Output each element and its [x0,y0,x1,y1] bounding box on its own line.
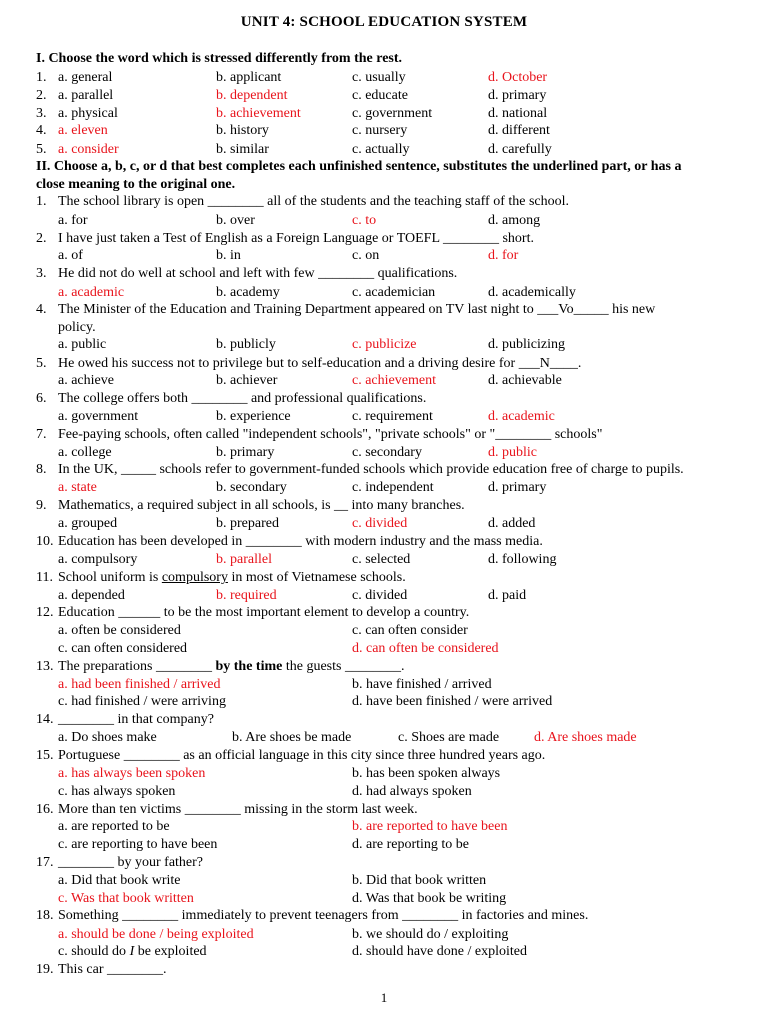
question-5 [0,355,768,373]
q12-options-row2 [0,640,768,658]
option-a: a. public [58,337,107,352]
option-c: c. can often considered [58,641,188,656]
option-b: b. primary [216,445,275,460]
option-a: a. parallel [58,88,114,103]
page-title: UNIT 4: SCHOOL EDUCATION SYSTEM [240,14,528,30]
option-b: b. in [216,248,241,263]
q2-options [0,247,768,265]
item-number: 5. [36,142,47,157]
question-text: This car ________. [58,962,167,977]
option-d: d. are reporting to be [352,837,470,852]
option-c: c. on [352,248,380,263]
option-b: b. has been spoken always [352,766,501,781]
question-text: The college offers both ________ and professional qualifications. [58,391,427,406]
italic-letter: I [129,944,135,959]
option-b-answer: b. are reported to have been [352,819,508,834]
q13-options-row1 [0,676,768,694]
s1-row-4 [0,122,768,140]
question-text-pre: The preparations ________ [58,659,216,674]
question-11 [0,569,768,587]
question-6 [0,390,768,408]
option-b: b. we should do / exploiting [352,927,509,942]
question-text: Education has been developed in ________ with modern industry and the mass media. [58,534,543,549]
item-number: 6. [36,391,47,406]
q18-options-row2 [0,943,768,961]
item-number: 4. [36,123,47,138]
option-b: b. applicant [216,70,282,85]
question-text: ________ in that company? [58,712,214,727]
question-text: The school library is open ________ all of the students and the teaching staff of the school. [58,194,570,209]
item-number: 10. [36,534,54,549]
q12-options-row1 [0,622,768,640]
s1-row-2 [0,87,768,105]
option-a: a. for [58,213,88,228]
option-a: a. compulsory [58,552,138,567]
option-b: b. achiever [216,373,278,388]
question-8 [0,461,768,479]
option-c: c. usually [352,70,406,85]
section-1-heading: I. Choose the word which is stressed differently from the rest. [36,51,403,66]
option-c-post: be exploited [134,944,207,959]
option-c: c. educate [352,88,408,103]
option-c: c. actually [352,142,410,157]
option-a: a. often be considered [58,623,181,638]
option-a: a. Did that book write [58,873,181,888]
option-b: c. can often consider [352,623,468,638]
item-number: 13. [36,659,54,674]
option-a: a. of [58,248,83,263]
option-c-answer: c. divided [352,516,408,531]
option-b-answer: b. parallel [216,552,272,567]
option-a-answer: a. eleven [58,123,108,138]
bold-phrase: by the time [215,659,283,674]
item-number: 3. [36,106,47,121]
option-b: b. over [216,213,255,228]
option-c: c. secondary [352,445,422,460]
option-d: d. publicizing [488,337,565,352]
option-b: b. experience [216,409,291,424]
option-d: d. had always spoken [352,784,472,799]
question-text: Fee-paying schools, often called "independent schools", "private schools" or "________ schools" [58,427,603,442]
option-b: b. history [216,123,269,138]
item-number: 2. [36,231,47,246]
item-number: 12. [36,605,54,620]
option-d: d. paid [488,588,527,603]
question-13 [0,658,768,676]
q3-options [0,284,768,302]
question-text: Mathematics, a required subject in all schools, is __ into many branches. [58,498,465,513]
question-7 [0,426,768,444]
s1-row-5 [0,141,768,159]
option-a-answer: a. state [58,480,97,495]
question-text: ________ by your father? [58,855,204,870]
option-a-answer: a. had been finished / arrived [58,677,221,692]
q15-options-row1 [0,765,768,783]
option-a: a. achieve [58,373,114,388]
option-a: a. general [58,70,113,85]
question-text: Portuguese ________ as an official language in this city since three hundred years ago. [58,748,546,763]
question-text: In the UK, _____ schools refer to government-funded schools which provide education free of charge to pupils. [58,462,684,477]
option-b: b. secondary [216,480,287,495]
option-a: a. Do shoes make [58,730,157,745]
question-15 [0,747,768,765]
item-number: 11. [36,570,53,585]
option-a: a. physical [58,106,118,121]
section-2-heading-cont: close meaning to the original one. [36,177,236,192]
question-18 [0,907,768,925]
option-a-answer: a. consider [58,142,119,157]
option-d: d. primary [488,480,547,495]
option-c-answer: c. Was that book written [58,891,194,906]
q8-options [0,479,768,497]
option-c: c. divided [352,588,408,603]
item-number: 1. [36,194,47,209]
option-c: c. nursery [352,123,408,138]
option-a-answer: a. academic [58,285,125,300]
option-c: c. has always spoken [58,784,176,799]
q7-options [0,444,768,462]
q10-options [0,551,768,569]
option-c: c. government [352,106,433,121]
option-d: d. following [488,552,557,567]
option-c-pre: c. should do [58,944,130,959]
question-4-cont [0,319,768,337]
question-14 [0,711,768,729]
question-text-pre: School uniform is [58,570,162,585]
option-c: c. independent [352,480,434,495]
q1-options [0,212,768,230]
question-2 [0,230,768,248]
option-d: d. have been finished / were arrived [352,694,553,709]
option-a: a. are reported to be [58,819,170,834]
item-number: 5. [36,356,47,371]
option-a-answer: a. should be done / being exploited [58,927,254,942]
underlined-word: compulsory [161,570,228,585]
option-a: a. college [58,445,112,460]
option-c-answer: c. publicize [352,337,417,352]
question-12 [0,604,768,622]
question-text-cont: policy. [58,320,96,335]
option-d-answer: d. academic [488,409,555,424]
option-d-answer: d. public [488,445,537,460]
q15-options-row2 [0,783,768,801]
option-d: d. achievable [488,373,562,388]
option-b: b. Are shoes be made [232,730,352,745]
q17-options-row1 [0,872,768,890]
q14-options [0,729,768,747]
item-number: 19. [36,962,54,977]
option-d: d. carefully [488,142,552,157]
option-d: d. different [488,123,550,138]
page-number: 1 [380,990,388,1005]
option-d: d. primary [488,88,547,103]
item-number: 18. [36,908,54,923]
option-b: b. academy [216,285,280,300]
option-c: c. requirement [352,409,433,424]
question-text: He owed his success not to privilege but to self-education and a driving desire for ___N____. [58,356,582,371]
q16-options-row2 [0,836,768,854]
item-number: 2. [36,88,47,103]
question-9 [0,497,768,515]
q16-options-row1 [0,818,768,836]
question-17 [0,854,768,872]
option-c [58,943,207,961]
s1-row-3 [0,105,768,123]
option-a: a. depended [58,588,125,603]
option-b-answer: b. dependent [216,88,288,103]
option-d: d. should have done / exploited [352,944,527,959]
option-a: a. grouped [58,516,118,531]
option-b: b. publicly [216,337,276,352]
option-c: c. had finished / were arriving [58,694,226,709]
option-b: b. have finished / arrived [352,677,492,692]
q18-options-row1 [0,926,768,944]
option-b-answer: b. required [216,588,277,603]
option-d-answer: d. for [488,248,519,263]
question-text [58,658,404,676]
option-d: d. academically [488,285,576,300]
question-16 [0,801,768,819]
question-text-post: in most of Vietnamese schools. [227,570,406,585]
question-10 [0,533,768,551]
item-number: 4. [36,302,47,317]
item-number: 14. [36,712,54,727]
q4-options [0,336,768,354]
question-text-post: the guests ________. [282,659,405,674]
section-2-heading: II. Choose a, b, c, or d that best completes each unfinished sentence, substitutes the underlined part, or has a [36,159,682,174]
item-number: 17. [36,855,54,870]
item-number: 9. [36,498,47,513]
q11-options [0,587,768,605]
option-c: c. academician [352,285,436,300]
option-c: c. Shoes are made [398,730,500,745]
question-text: He did not do well at school and left with few ________ qualifications. [58,266,458,281]
item-number: 1. [36,70,47,85]
question-text: Something ________ immediately to prevent teenagers from ________ in factories and mines. [58,908,589,923]
option-b-answer: b. achievement [216,106,301,121]
question-4 [0,301,768,319]
question-text: I have just taken a Test of English as a Foreign Language or TOEFL ________ short. [58,231,534,246]
option-c: c. selected [352,552,411,567]
option-a: a. government [58,409,139,424]
item-number: 15. [36,748,54,763]
option-d: d. added [488,516,536,531]
question-text: The Minister of the Education and Training Department appeared on TV last night to ___Vo_____ his new [58,302,656,317]
question-text: More than ten victims ________ missing in the storm last week. [58,802,418,817]
option-b: b. similar [216,142,269,157]
q13-options-row2 [0,693,768,711]
item-number: 7. [36,427,47,442]
question-text: Education ______ to be the most important element to develop a country. [58,605,470,620]
q6-options [0,408,768,426]
option-c-answer: c. to [352,213,377,228]
q17-options-row2 [0,890,768,908]
option-d-answer: d. October [488,70,548,85]
option-d-answer: d. Are shoes made [534,730,637,745]
option-a-answer: a. has always been spoken [58,766,206,781]
question-1 [0,193,768,211]
option-d-answer: d. can often be considered [352,641,499,656]
item-number: 16. [36,802,54,817]
option-c: c. are reporting to have been [58,837,218,852]
question-3 [0,265,768,283]
question-text [58,569,406,587]
option-d: d. national [488,106,548,121]
option-c-answer: c. achievement [352,373,436,388]
item-number: 8. [36,462,47,477]
s1-row-1 [0,69,768,87]
option-b: b. Did that book written [352,873,487,888]
option-b: b. prepared [216,516,279,531]
item-number: 3. [36,266,47,281]
question-19 [0,961,768,979]
option-d: d. Was that book be writing [352,891,507,906]
q9-options [0,515,768,533]
q5-options [0,372,768,390]
option-d: d. among [488,213,541,228]
